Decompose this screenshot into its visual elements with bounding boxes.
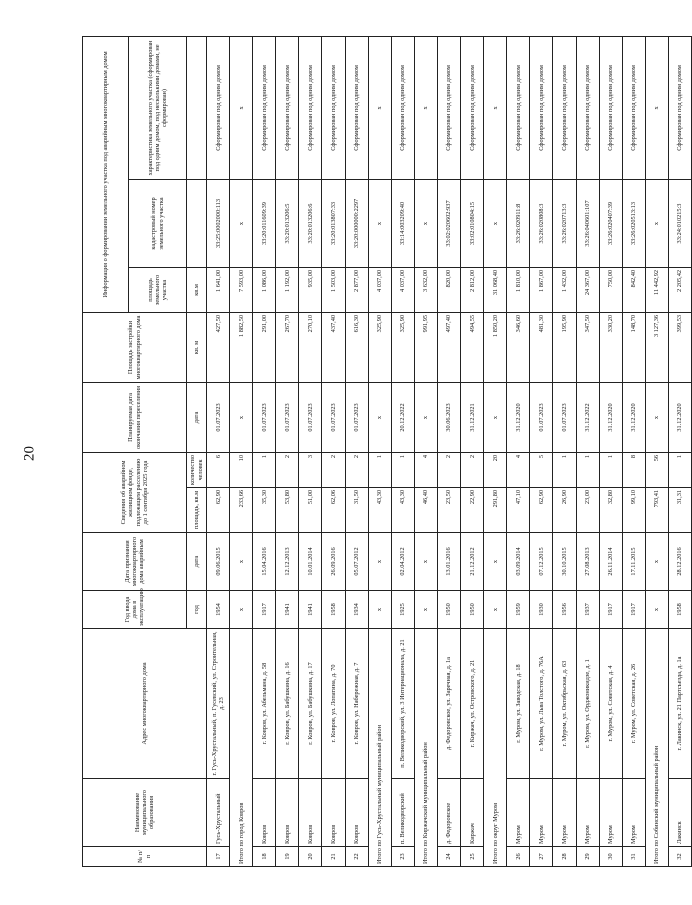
cell-people: 4 — [414, 452, 437, 487]
cell-label: Итого по Киржачский муниципальный район — [414, 629, 437, 867]
cell-barea: 437,40 — [322, 312, 345, 382]
cell-n: 24 — [437, 847, 460, 867]
cell-larea: 820,00 — [437, 267, 460, 312]
cell-people: 3 — [299, 452, 322, 487]
cell-addr: п. Великодворский, ул. 3 Интернационала, д. 21 — [391, 629, 414, 779]
cell-date: 26.11.2014 — [599, 533, 622, 591]
cell-date: 30.10.2015 — [553, 533, 576, 591]
cell-mo: Гусь-Хрустальный — [207, 779, 230, 847]
cell-addr: г. Гусь-Хрустальный, п. Гусевский, ул. Строительная, д. 23 — [207, 629, 230, 779]
cell-area: 43,30 — [368, 488, 391, 533]
cell-n: 21 — [322, 847, 345, 867]
cell-barea: 399,53 — [668, 312, 691, 382]
cell-char: Сформирован под одним домом — [530, 36, 553, 179]
cell-char: Сформирован под одним домом — [391, 36, 414, 179]
cell-n: 29 — [576, 847, 599, 867]
cell-end: 31.12.2022 — [576, 382, 599, 452]
unit-year: год — [187, 591, 207, 629]
cell-char: Сформирован под одним домом — [576, 36, 599, 179]
cell-year: 1950 — [461, 591, 484, 629]
cell-n: 27 — [530, 847, 553, 867]
cell-char: Сформирован под одним домом — [622, 36, 645, 179]
cell-mo: Ковров — [345, 779, 368, 847]
cell-cad: 33:20:013206:5 — [276, 179, 299, 267]
cell-label: Итого по город Ковров — [230, 629, 253, 867]
header-address: Адрес многоквартирного дома — [83, 629, 207, 779]
cell-date: 26.09.2016 — [322, 533, 345, 591]
page-number: 20 — [21, 446, 38, 461]
cell-n: 17 — [207, 847, 230, 867]
cell-n: 32 — [668, 847, 691, 867]
cell-date: x — [414, 533, 437, 591]
cell-n: 30 — [599, 847, 622, 867]
unit-land-area: кв.м — [187, 267, 207, 312]
cell-larea: 1 086,00 — [253, 267, 276, 312]
header-cadastral: кадастровый номер земельного участка — [129, 179, 187, 267]
cell-date: 02.04.2012 — [391, 533, 414, 591]
header-land-info: Информация о формировании земельного участка под аварийным многоквартирным домом — [83, 36, 129, 312]
cell-char: Сформирован под одним домом — [461, 36, 484, 179]
header-municipality: Наименование муниципального образования — [83, 779, 207, 847]
cell-end: x — [414, 382, 437, 452]
cell-people: 4 — [507, 452, 530, 487]
document-page — [82, 37, 684, 867]
cell-mo: Киржач — [461, 779, 484, 847]
cell-cad: 33:20:011609:39 — [253, 179, 276, 267]
cell-larea: 1 641,00 — [207, 267, 230, 312]
cell-larea: 750,00 — [599, 267, 622, 312]
cell-larea: 1 867,00 — [530, 267, 553, 312]
table-row — [253, 36, 276, 866]
cell-barea: 346,60 — [507, 312, 530, 382]
cell-area: 22,90 — [461, 488, 484, 533]
cell-area: 47,10 — [507, 488, 530, 533]
header-num: № п/п — [83, 847, 207, 867]
header-emergency-info: Сведения об аварийном жилищном фонде, подлежащем расселению до 1 сентября 2025 года — [83, 452, 187, 532]
cell-char: Сформирован под одним домом — [507, 36, 530, 179]
cell-end: x — [484, 382, 507, 452]
cell-people: 8 — [622, 452, 645, 487]
cell-cad: 33:20:013807:33 — [322, 179, 345, 267]
cell-larea: 1 503,00 — [322, 267, 345, 312]
cell-barea: 481,30 — [530, 312, 553, 382]
cell-larea: 4 037,00 — [368, 267, 391, 312]
cell-date: 28.12.2016 — [668, 533, 691, 591]
cell-people: 2 — [437, 452, 460, 487]
table-row — [461, 36, 484, 866]
cell-barea: 1 850,20 — [484, 312, 507, 382]
cell-char: Сформирован под одним домом — [553, 36, 576, 179]
unit-people: количество человек — [187, 452, 207, 487]
cell-date: 10.01.2014 — [299, 533, 322, 591]
total-row — [368, 36, 391, 866]
cell-cad: x — [230, 179, 253, 267]
table-row — [622, 36, 645, 866]
cell-people: 2 — [276, 452, 299, 487]
cell-n: 22 — [345, 847, 368, 867]
cell-cad: x — [368, 179, 391, 267]
cell-addr: г. Муром, ул. Октябрьская, д. 63 — [553, 629, 576, 779]
cell-year: 1959 — [507, 591, 530, 629]
cell-people: 6 — [207, 452, 230, 487]
cell-year: 1956 — [553, 591, 576, 629]
cell-end: 31.12.2020 — [599, 382, 622, 452]
table-row — [299, 36, 322, 866]
cell-end: 01.07.2023 — [345, 382, 368, 452]
cell-area: 793,41 — [645, 488, 668, 533]
cell-larea: 1 432,00 — [553, 267, 576, 312]
cell-cad: 33:25:0002000:113 — [207, 179, 230, 267]
cell-n: 20 — [299, 847, 322, 867]
cell-char: x — [484, 36, 507, 179]
cell-cad: x — [414, 179, 437, 267]
cell-char: x — [414, 36, 437, 179]
cell-year: 1950 — [437, 591, 460, 629]
cell-larea: 2 877,00 — [345, 267, 368, 312]
cell-people: 56 — [645, 452, 668, 487]
rotated-table-container — [82, 37, 684, 867]
cell-end: 31.12.2020 — [507, 382, 530, 452]
cell-year: 1958 — [668, 591, 691, 629]
cell-end: 01.07.2023 — [322, 382, 345, 452]
cell-cad: 33:02:010804:15 — [461, 179, 484, 267]
cell-larea: 842,40 — [622, 267, 645, 312]
cell-date: x — [645, 533, 668, 591]
cell-end: x — [368, 382, 391, 452]
cell-addr: г. Муром, ул. Советская, д. 4 — [599, 629, 622, 779]
cell-area: 32,80 — [599, 488, 622, 533]
cell-n: 31 — [622, 847, 645, 867]
table-row — [553, 36, 576, 866]
cell-label: Итого по Собинский муниципальный район — [645, 629, 668, 867]
cell-label: Итого по округ Муром — [484, 629, 507, 867]
cell-mo: п. Великодворский — [391, 779, 414, 847]
cell-end: 01.07.2023 — [553, 382, 576, 452]
cell-cad: 33:20:000000:2297 — [345, 179, 368, 267]
cell-area: 46,40 — [414, 488, 437, 533]
cell-char: Сформирован под одним домом — [345, 36, 368, 179]
cell-area: 43,30 — [391, 488, 414, 533]
cell-barea: 991,95 — [414, 312, 437, 382]
cell-n: 19 — [276, 847, 299, 867]
cell-people: 1 — [368, 452, 391, 487]
header-planned-end: Планируемая дата окончания переселения — [83, 382, 187, 452]
cell-people: 5 — [530, 452, 553, 487]
cell-barea: 494,55 — [461, 312, 484, 382]
cell-char: x — [645, 36, 668, 179]
cell-people: 1 — [553, 452, 576, 487]
cell-addr: г. Муром, ул. Льва Толстого, д. 76А — [530, 629, 553, 779]
cell-mo: Муром — [507, 779, 530, 847]
cell-n: 28 — [553, 847, 576, 867]
cell-cad: x — [484, 179, 507, 267]
cell-cad: 33:20:013206:6 — [299, 179, 322, 267]
cell-end: 01.07.2023 — [299, 382, 322, 452]
cell-people: 2 — [322, 452, 345, 487]
cell-date: 05.07.2012 — [345, 533, 368, 591]
cell-date: x — [484, 533, 507, 591]
cell-barea: 427,50 — [207, 312, 230, 382]
cell-char: Сформирован под одним домом — [668, 36, 691, 179]
cell-cad: 33:24:010215:3 — [668, 179, 691, 267]
cell-larea: 11 442,92 — [645, 267, 668, 312]
cell-cad: 33:26:020808:3 — [530, 179, 553, 267]
cell-date: 09.06.2015 — [207, 533, 230, 591]
cell-larea: 1 810,00 — [507, 267, 530, 312]
cell-area: 62,90 — [207, 488, 230, 533]
cell-n: 23 — [391, 847, 414, 867]
cell-label: Итого по Гусь-Хрустальный муниципальный район — [368, 629, 391, 867]
cell-mo: Ковров — [276, 779, 299, 847]
cell-mo: Ковров — [253, 779, 276, 847]
cell-end: x — [230, 382, 253, 452]
unit-cadastral — [187, 179, 207, 267]
cell-larea: 2 205,42 — [668, 267, 691, 312]
cell-addr: г. Ковров, ул. Набережная, д. 7 — [345, 629, 368, 779]
cell-barea: 3 127,36 — [645, 312, 668, 382]
cell-addr: г. Муром, ул. Орджоникидзе, д. 1 — [576, 629, 599, 779]
cell-larea: 2 812,00 — [461, 267, 484, 312]
cell-year: 1941 — [276, 591, 299, 629]
cell-mo: Муром — [599, 779, 622, 847]
cell-larea: 935,00 — [299, 267, 322, 312]
cell-addr: г. Муром, ул. Заводская, д. 18 — [507, 629, 530, 779]
cell-people: 2 — [345, 452, 368, 487]
cell-end: x — [645, 382, 668, 452]
total-row — [414, 36, 437, 866]
cell-people: 1 — [599, 452, 622, 487]
cell-area: 233,66 — [230, 488, 253, 533]
cell-barea: 195,90 — [553, 312, 576, 382]
cell-people: 1 — [668, 452, 691, 487]
cell-year: 1937 — [576, 591, 599, 629]
cell-barea: 325,90 — [391, 312, 414, 382]
cell-date: x — [230, 533, 253, 591]
cell-barea: 616,30 — [345, 312, 368, 382]
cell-larea: 3 632,00 — [414, 267, 437, 312]
cell-year: x — [484, 591, 507, 629]
cell-cad: x — [645, 179, 668, 267]
cell-area: 31,50 — [345, 488, 368, 533]
cell-barea: 330,20 — [599, 312, 622, 382]
cell-barea: 497,40 — [437, 312, 460, 382]
unit-date: дата — [187, 533, 207, 591]
table-row — [599, 36, 622, 866]
cell-year: 1925 — [391, 591, 414, 629]
cell-area: 51,00 — [299, 488, 322, 533]
unit-land-char — [187, 36, 207, 179]
cell-cad: 33:26:040601:107 — [576, 179, 599, 267]
cell-mo: Муром — [622, 779, 645, 847]
cell-barea: 270,10 — [299, 312, 322, 382]
cell-addr: г. Ковров, ул. Бабушкина, д. 16 — [276, 629, 299, 779]
cell-year: x — [645, 591, 668, 629]
cell-mo: д. Федоровское — [437, 779, 460, 847]
cell-year: 1917 — [622, 591, 645, 629]
cell-mo: Лакинск — [668, 779, 691, 847]
cell-date: 21.12.2012 — [461, 533, 484, 591]
header-emergency-date: Дата признания многоквартирного дома аварийным — [83, 533, 187, 591]
cell-year: 1954 — [207, 591, 230, 629]
cell-barea: 325,90 — [368, 312, 391, 382]
cell-date: x — [368, 533, 391, 591]
table-row — [276, 36, 299, 866]
cell-cad: 33:26:020513:13 — [622, 179, 645, 267]
cell-larea: 4 037,00 — [391, 267, 414, 312]
unit-end-date: дата — [187, 382, 207, 452]
cell-char: Сформирован под одним домом — [599, 36, 622, 179]
cell-addr: д. Федоровское, ул. Заречная, д. 1а — [437, 629, 460, 779]
cell-area: 35,30 — [253, 488, 276, 533]
cell-char: Сформирован под одним домом — [437, 36, 460, 179]
cell-year: x — [230, 591, 253, 629]
cell-mo: Муром — [530, 779, 553, 847]
unit-area: площадь, кв.м — [187, 488, 207, 533]
cell-char: Сформирован под одним домом — [253, 36, 276, 179]
cell-date: 27.08.2013 — [576, 533, 599, 591]
cell-mo: Муром — [553, 779, 576, 847]
cell-people: 20 — [484, 452, 507, 487]
cell-larea: 7 593,00 — [230, 267, 253, 312]
cell-year: x — [414, 591, 437, 629]
cell-area: 23,00 — [576, 488, 599, 533]
cell-date: 12.12.2013 — [276, 533, 299, 591]
cell-people: 1 — [576, 452, 599, 487]
cell-n: 26 — [507, 847, 530, 867]
cell-end: 31.12.2021 — [461, 382, 484, 452]
cell-larea: 24 367,00 — [576, 267, 599, 312]
table-row — [391, 36, 414, 866]
cell-area: 62,90 — [530, 488, 553, 533]
cell-larea: 31 068,40 — [484, 267, 507, 312]
cell-cad: 33:14:003209:40 — [391, 179, 414, 267]
cell-mo: Ковров — [322, 779, 345, 847]
cell-addr: г. Ковров, ул. Лопатина, д. 70 — [322, 629, 345, 779]
cell-larea: 1 192,00 — [276, 267, 299, 312]
cell-end: 01.07.2023 — [253, 382, 276, 452]
table-row — [345, 36, 368, 866]
cell-people: 1 — [253, 452, 276, 487]
cell-barea: 1 882,50 — [230, 312, 253, 382]
table-row — [576, 36, 599, 866]
cell-char: Сформирован под одним домом — [299, 36, 322, 179]
total-row — [230, 36, 253, 866]
cell-cad: 33:02:020602:937 — [437, 179, 460, 267]
cell-area: 23,50 — [437, 488, 460, 533]
cell-end: 01.07.2023 — [207, 382, 230, 452]
cell-barea: 267,70 — [276, 312, 299, 382]
cell-n: 25 — [461, 847, 484, 867]
cell-barea: 148,70 — [622, 312, 645, 382]
cell-addr: г. Ковров, ул. Бабушкина, д. 17 — [299, 629, 322, 779]
cell-people: 1 — [391, 452, 414, 487]
cell-area: 53,80 — [276, 488, 299, 533]
table-row — [507, 36, 530, 866]
table-row — [322, 36, 345, 866]
cell-date: 13.01.2016 — [437, 533, 460, 591]
total-row — [645, 36, 668, 866]
cell-cad: 33:26:020911:8 — [507, 179, 530, 267]
cell-end: 30.06.2023 — [437, 382, 460, 452]
cell-cad: 33:26:020407:39 — [599, 179, 622, 267]
cell-char: x — [230, 36, 253, 179]
cell-addr: г. Муром, ул. Советская, д. 26 — [622, 629, 645, 779]
unit-built-area: кв. м — [187, 312, 207, 382]
cell-mo: Муром — [576, 779, 599, 847]
cell-barea: 347,50 — [576, 312, 599, 382]
cell-year: 1934 — [345, 591, 368, 629]
emergency-housing-table — [82, 36, 692, 867]
cell-n: 18 — [253, 847, 276, 867]
cell-end: 01.07.2023 — [276, 382, 299, 452]
cell-end: 31.12.2020 — [622, 382, 645, 452]
cell-area: 99,10 — [622, 488, 645, 533]
header-built-area: Площадь застройки многоквартирного дома — [83, 312, 187, 382]
cell-date: 17.11.2015 — [622, 533, 645, 591]
cell-year: 1917 — [253, 591, 276, 629]
cell-barea: 291,00 — [253, 312, 276, 382]
cell-area: 62,06 — [322, 488, 345, 533]
cell-people: 2 — [461, 452, 484, 487]
cell-end: 01.07.2023 — [530, 382, 553, 452]
table-row — [437, 36, 460, 866]
table-body — [207, 36, 692, 866]
cell-area: 31,31 — [668, 488, 691, 533]
cell-year: 1958 — [322, 591, 345, 629]
header-land-char: характеристика земельного участка (сформирован под одним домом, под несколькими домами, не сформирован) — [129, 36, 187, 179]
cell-cad: 33:26:020713:3 — [553, 179, 576, 267]
cell-year: 1930 — [530, 591, 553, 629]
cell-year: 1941 — [299, 591, 322, 629]
total-row — [484, 36, 507, 866]
table-row — [668, 36, 691, 866]
cell-addr: г. Лакинск, ул. 21 Партсъезда, д. 1а — [668, 629, 691, 779]
header-year-commissioned: Год ввода дома в эксплуатацию — [83, 591, 187, 629]
cell-area: 291,80 — [484, 488, 507, 533]
cell-date: 07.12.2015 — [530, 533, 553, 591]
cell-year: x — [368, 591, 391, 629]
cell-addr: г. Киржач, ул. Островского, д. 21 — [461, 629, 484, 779]
table-row — [530, 36, 553, 866]
header-land-area: площадь земельного участка — [129, 267, 187, 312]
cell-char: Сформирован под одним домом — [322, 36, 345, 179]
cell-char: Сформирован под одним домом — [207, 36, 230, 179]
cell-mo: Ковров — [299, 779, 322, 847]
cell-end: 20.12.2022 — [391, 382, 414, 452]
cell-people: 10 — [230, 452, 253, 487]
cell-year: 1917 — [599, 591, 622, 629]
cell-date: 03.09.2014 — [507, 533, 530, 591]
cell-end: 31.12.2020 — [668, 382, 691, 452]
cell-area: 26,90 — [553, 488, 576, 533]
cell-addr: г. Ковров, ул. Абельмана, д. 58 — [253, 629, 276, 779]
table-row — [207, 36, 230, 866]
cell-date: 15.04.2016 — [253, 533, 276, 591]
cell-char: Сформирован под одним домом — [276, 36, 299, 179]
cell-char: x — [368, 36, 391, 179]
